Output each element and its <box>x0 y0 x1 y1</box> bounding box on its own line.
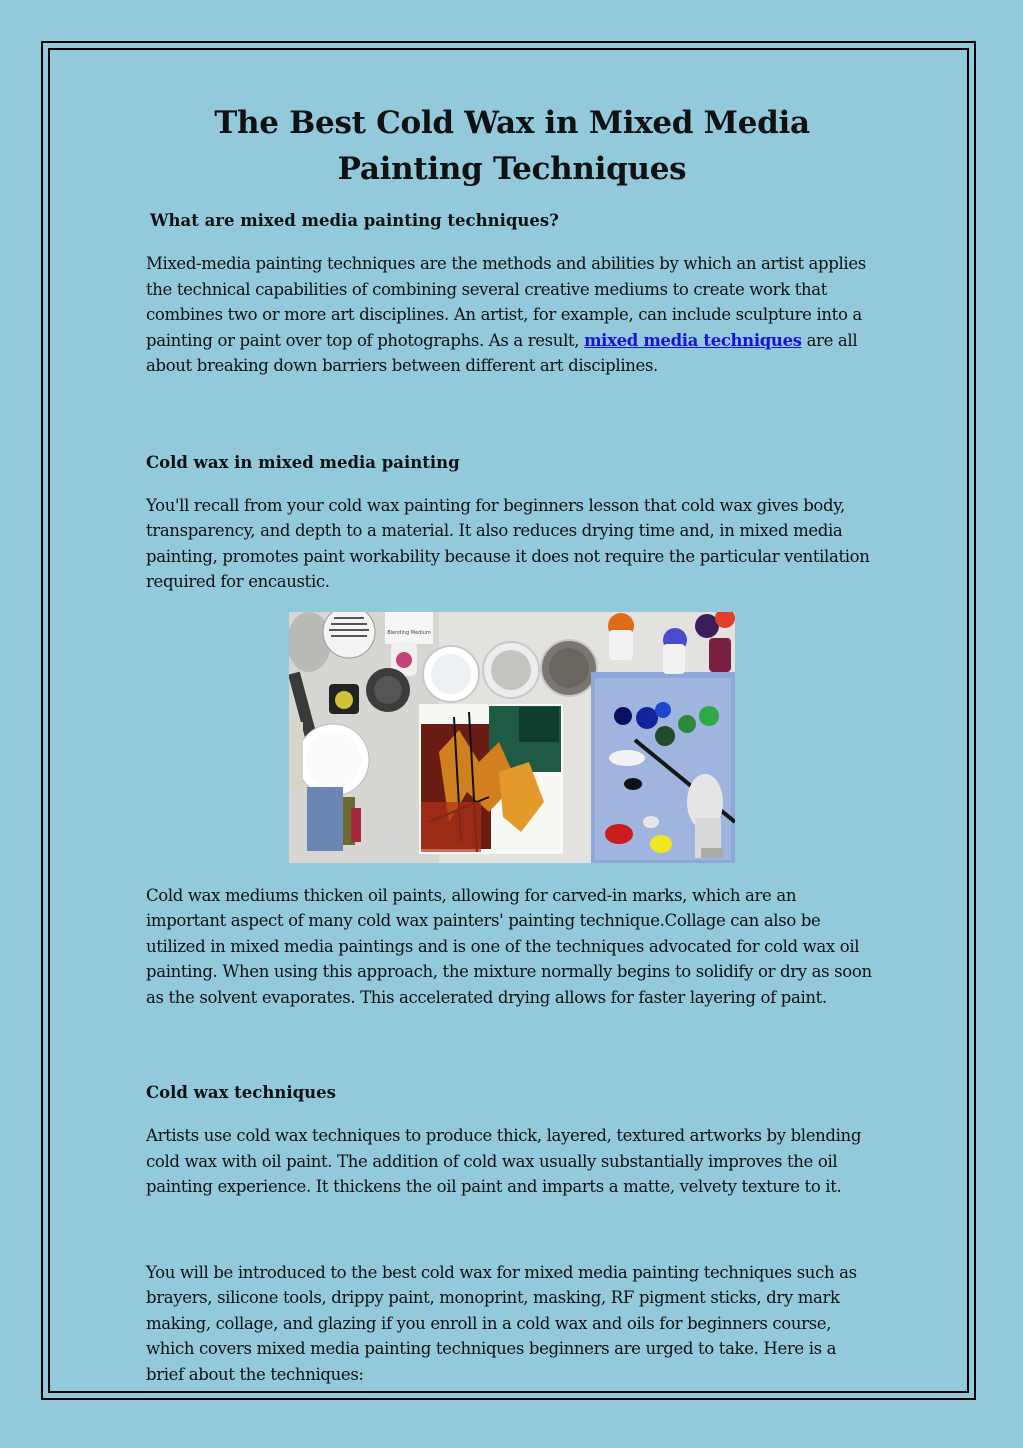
mixed-media-techniques-link[interactable]: mixed media techniques <box>584 330 802 350</box>
paragraph-cold-wax-recall: You'll recall from your cold wax painting for beginners lesson that cold wax gives body, transparency, and depth to a material. It also reduces drying time and, in mixed media painting, promotes paint workability because it does not require the particular ventilation required for encaustic. <box>146 495 870 591</box>
paragraph-cold-wax-mediums: Cold wax mediums thicken oil paints, allowing for carved-in marks, which are an important aspect of many cold wax painters' painting technique.Collage can also be utilized in mixed media paintings and is one of the techniques advocated for cold wax oil painting. When using this approach, the mixture normally begins to solidify or dry as soon as the solvent evaporates. This accelerated drying allows for faster layering of paint. <box>146 885 872 1007</box>
paragraph-mixed-media-intro: Mixed-media painting techniques are the methods and abilities by which an artist applies the technical capabilities of combining several creative mediums to create work that combines two or more art disciplines. An artist, for example, can include sculpture into a painting or paint over top of photographs. As a result, mixed media techniques are all about breaking down barriers between different art disciplines. <box>146 254 866 375</box>
painting-workspace-photo <box>289 612 735 863</box>
section-heading-mixed-media: What are mixed media painting techniques? <box>150 211 559 230</box>
section-heading-cold-wax-techniques: Cold wax techniques <box>146 1083 336 1102</box>
paragraph-cold-wax-techniques: Artists use cold wax techniques to produce thick, layered, textured artworks by blending cold wax with oil paint. The addition of cold wax usually substantially improves the oil painting experience. It thickens the oil paint and imparts a matte, velvety texture to it. <box>146 1126 862 1196</box>
document-body <box>146 100 878 1387</box>
section-heading-cold-wax-mixed-media: Cold wax in mixed media painting <box>146 452 460 472</box>
document-title: The Best Cold Wax in Mixed Media Painting Techniques <box>214 105 810 187</box>
jar-label-text: Blending Medium <box>387 629 431 636</box>
paragraph-techniques-intro: You will be introduced to the best cold wax for mixed media painting techniques such as brayers, silicone tools, drippy paint, monoprint, masking, RF pigment sticks, dry mark making, collage, and glazing if you enroll in a cold wax and oils for beginners course, which covers mixed media painting techniques beginners are urged to take. Here is a brief about the techniques: <box>146 1262 857 1384</box>
